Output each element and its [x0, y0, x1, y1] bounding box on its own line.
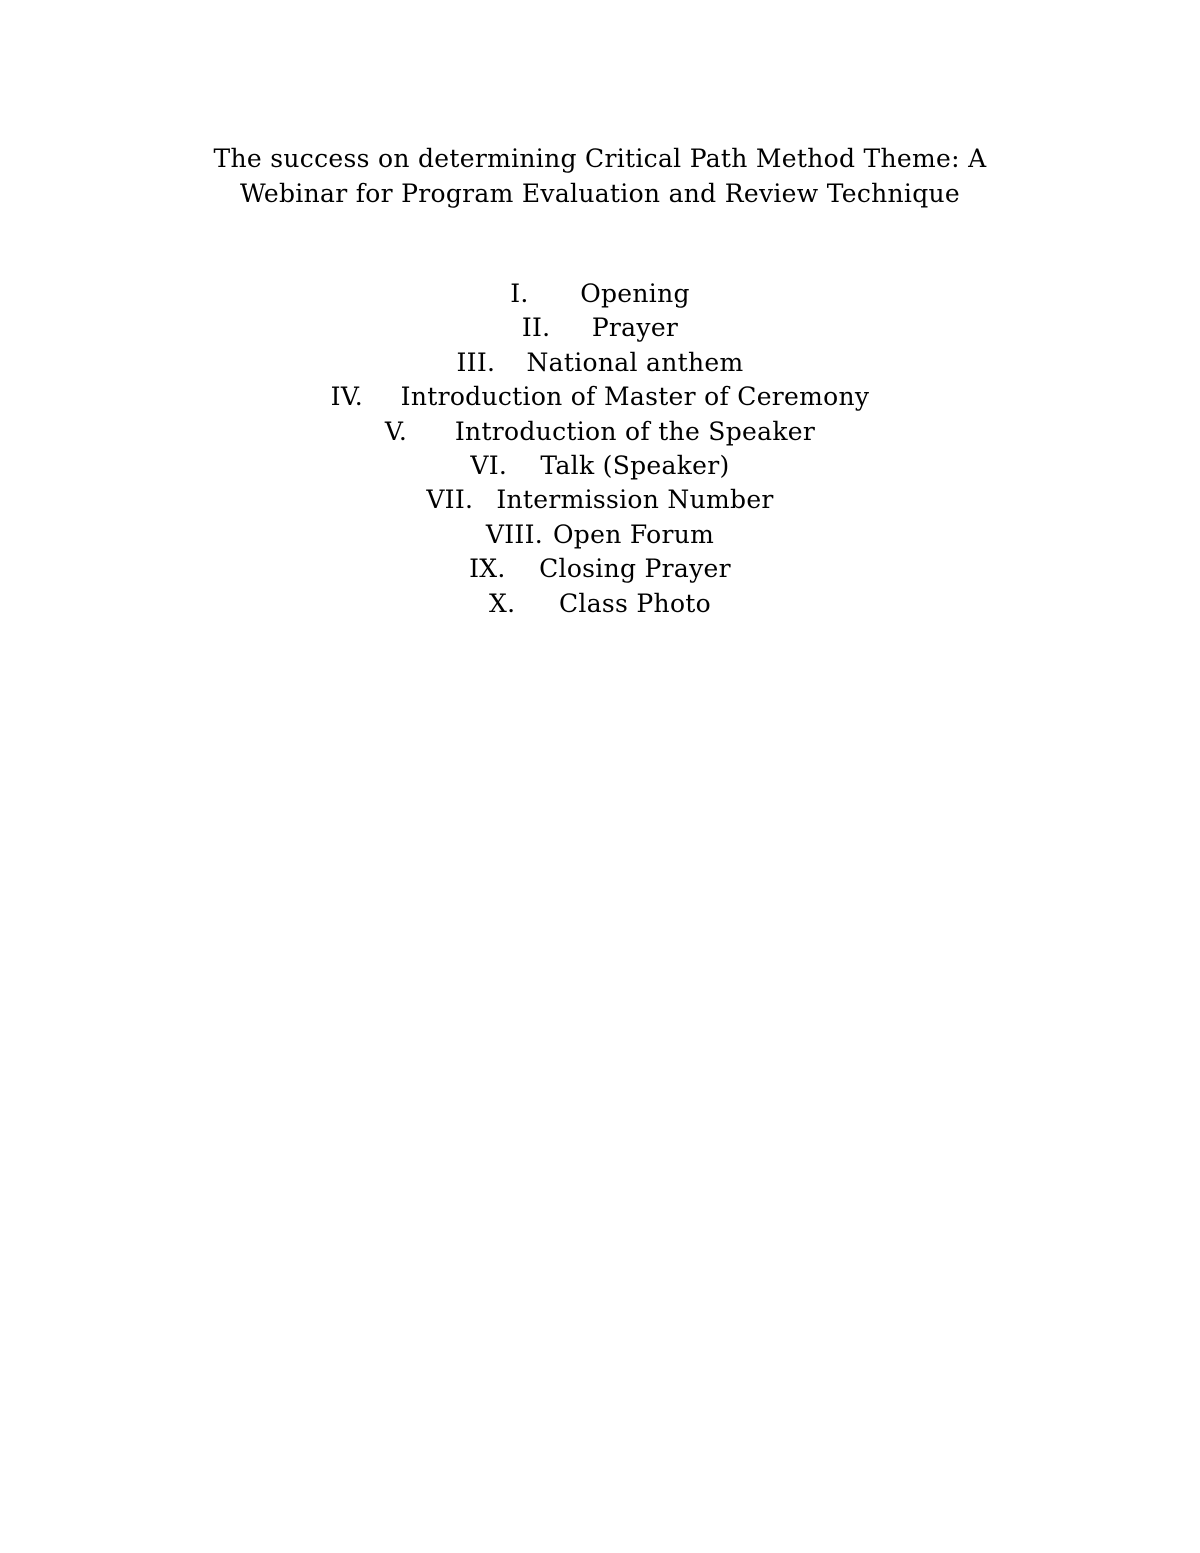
- agenda-item: [0, 587, 1200, 621]
- agenda-list: [0, 277, 1200, 621]
- agenda-item: [0, 449, 1200, 483]
- agenda-label: Talk (Speaker): [540, 450, 730, 480]
- agenda-label: Prayer: [591, 313, 679, 343]
- agenda-label: Class Photo: [558, 588, 711, 618]
- title-line-2: Webinar for Program Evaluation and Review Technique: [239, 179, 961, 208]
- agenda-item: [0, 346, 1200, 380]
- agenda-numeral: V.: [384, 416, 408, 446]
- agenda-label: Opening: [580, 279, 690, 308]
- agenda-numeral: III.: [456, 347, 496, 377]
- agenda-label: Closing Prayer: [539, 554, 731, 584]
- agenda-label: Introduction of Master of Ceremony: [400, 382, 870, 412]
- agenda-item: [0, 415, 1200, 449]
- document-title: [100, 141, 1100, 211]
- agenda-numeral: VIII.: [485, 519, 543, 549]
- agenda-numeral: VI.: [470, 450, 508, 480]
- agenda-item: [0, 277, 1200, 311]
- agenda-item: [0, 380, 1200, 414]
- agenda-label: Intermission Number: [496, 485, 774, 515]
- agenda-numeral: X.: [488, 588, 516, 618]
- agenda-item: [0, 311, 1200, 345]
- agenda-label: Open Forum: [553, 519, 715, 549]
- agenda-numeral: IX.: [469, 554, 506, 584]
- agenda-label: Introduction of the Speaker: [454, 416, 816, 446]
- agenda-numeral: II.: [521, 313, 551, 343]
- agenda-item: [0, 552, 1200, 586]
- agenda-numeral: I.: [510, 279, 529, 308]
- agenda-numeral: IV.: [330, 382, 364, 412]
- agenda-item: [0, 518, 1200, 552]
- title-line-1: The success on determining Critical Path Method Theme: A: [213, 144, 987, 173]
- agenda-label: National anthem: [526, 347, 744, 377]
- agenda-numeral: VII.: [426, 485, 474, 515]
- agenda-item: [0, 483, 1200, 517]
